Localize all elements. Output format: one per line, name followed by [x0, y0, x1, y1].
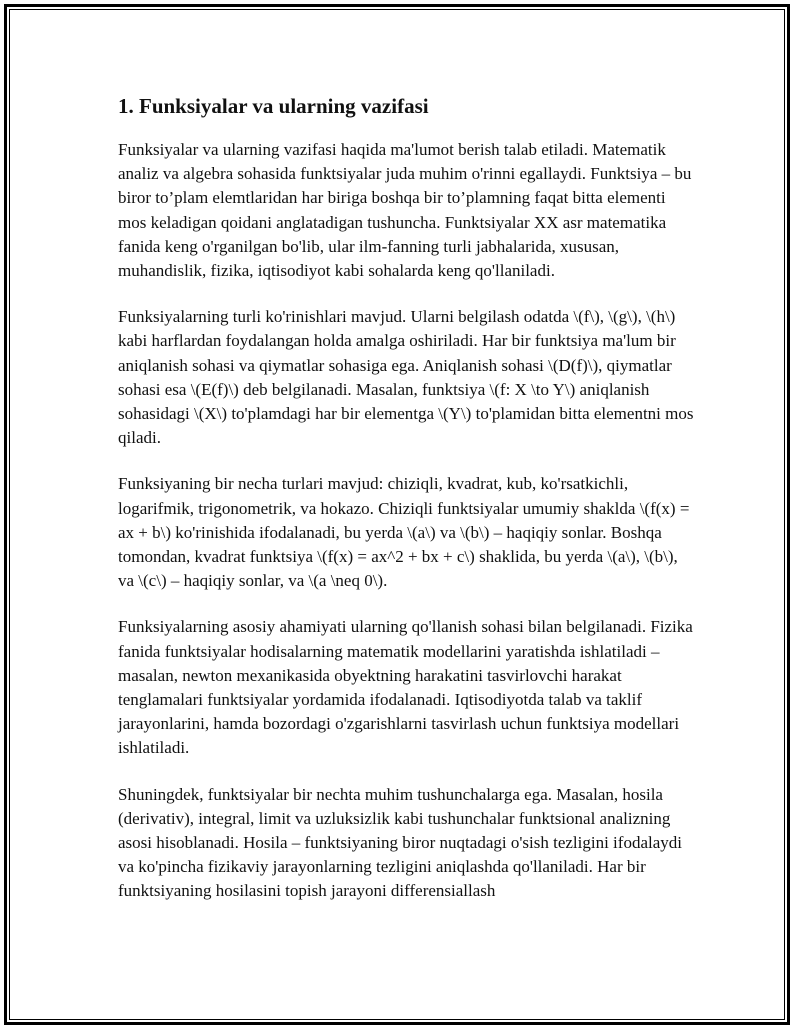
paragraph-applications: Funksiyalarning asosiy ahamiyati ularning qo'llanish sohasi bilan belgilanadi. Fizika fanida funktsiyalar hodisalarning matematik modellarini yaratishda ishlatiladi – masalan, newton mexanikasida obyektning harakatini tasvirlovchi harakat tenglamalari funktsiyalar yordamida ifodalanadi. Iqtisodiyotda talab va taklif jarayonlarini, hamda bozordagi o'zgarishlarni tasvirlash uchun funktsiya modellari ishlatiladi. [118, 617, 693, 758]
paragraph-types: Funksiyaning bir necha turlari mavjud: chiziqli, kvadrat, kub, ko'rsatkichli, logarifmik, trigonometrik, va hokazo. Chiziqli funktsiyalar umumiy shaklda \(f(x) = ax + b\) ko'rinishida ifodalanadi, bu yerda \(a\) va \(b\) – haqiqiy sonlar. Boshqa tomondan, kvadrat funktsiya \(f(x) = ax^2 + bx + c\) shaklida, bu yerda \(a\), \(b\), va \(c\) – haqiqiy sonlar, va \(a \neq 0\). [118, 474, 690, 591]
section-heading: 1. Funksiyalar va ularning vazifasi [118, 94, 429, 118]
paragraph-notation: Funksiyalarning turli ko'rinishlari mavjud. Ularni belgilash odatda \(f\), \(g\), \(h\) kabi harflardan foydalangan holda amalga oshiriladi. Har bir funktsiya ma'lum bir aniqlanish sohasi va qiymatlar sohasiga ega. Aniqlanish sohasi \(D(f)\), qiymatlar sohasi esa \(E(f)\) deb belgilanadi. Masalan, funktsiya \(f: X \to Y\) aniqlanish sohasidagi \(X\) to'plamdagi har bir elementga \(Y\) to'plamidan bitta elementni mos qiladi. [118, 307, 694, 448]
paragraph-concepts: Shuningdek, funktsiyalar bir nechta muhim tushunchalarga ega. Masalan, hosila (derivativ), integral, limit va uzluksizlik kabi tushunchalar funktsional analizning asosi hisoblanadi. Hosila – funktsiyaning biror nuqtadagi o'sish tezligini ifodalaydi va ko'pincha fizikaviy jarayonlarning tezligini aniqlashda qo'llaniladi. Har bir funktsiyaning hosilasini topish jarayoni differensiallash [118, 784, 682, 901]
document-body [118, 92, 698, 926]
paragraph-intro: Funksiyalar va ularning vazifasi haqida ma'lumot berish talab etiladi. Matematik analiz va algebra sohasida funktsiyalar juda muhim o'rinni egallaydi. Funktsiya – bu biror to’plam elemtlaridan har biriga boshqa bir to’plamning faqat bitta elementi mos keladigan qoidani anglatadigan tushuncha. Funktsiyalar XX asr matematika fanida keng o'rganilgan bo'lib, ular ilm-fanning turli jabhalarida, xususan, muhandislik, fizika, iqtisodiyot kabi sohalarda keng qo'llaniladi. [118, 140, 692, 281]
